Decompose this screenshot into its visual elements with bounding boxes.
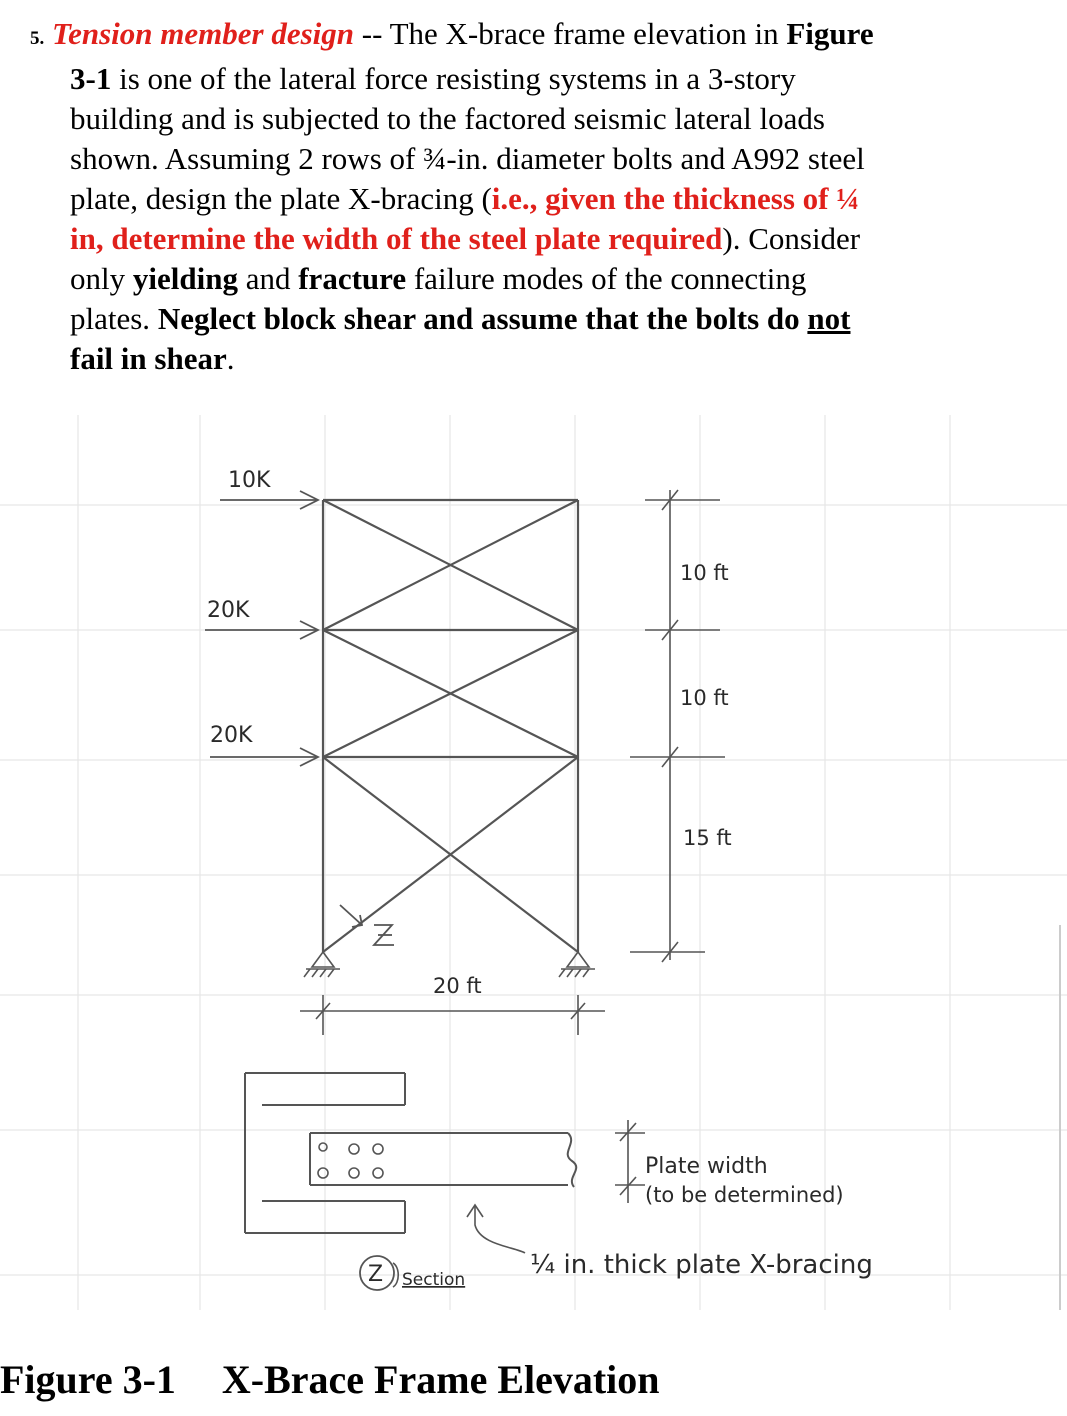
plate-leader xyxy=(467,1205,525,1253)
text-span: only xyxy=(70,261,133,296)
section-cut-mark xyxy=(340,905,394,945)
pin-support-right xyxy=(559,952,595,977)
bolt-hole xyxy=(373,1168,383,1178)
figure-ref: Figure xyxy=(786,16,874,51)
problem-line-7 xyxy=(30,259,1040,299)
load-label-roof: 10K xyxy=(228,468,271,493)
caption-label: Figure 3-1 xyxy=(0,1357,176,1402)
plate-width-label-2: (to be determined) xyxy=(645,1183,844,1207)
bay-dimension-line xyxy=(300,995,605,1035)
plate-thickness-note: ¼ in. thick plate X-bracing xyxy=(530,1250,873,1280)
pin-support-left xyxy=(304,952,340,977)
bolt-hole xyxy=(373,1144,383,1154)
bolt-hole xyxy=(318,1168,328,1178)
bolt-holes xyxy=(318,1143,383,1178)
problem-line-3: building and is subjected to the factored seismic lateral loads xyxy=(70,101,825,136)
frame-figure xyxy=(0,405,1067,1320)
text-span: -- The X-brace frame elevation in xyxy=(354,16,787,51)
text-span: and xyxy=(237,261,299,296)
bold-term: Neglect block shear and assume that the bolts do xyxy=(157,301,808,336)
plate-width-dimension xyxy=(615,1120,645,1203)
problem-line-9 xyxy=(30,339,1040,379)
text-span: failure modes of the connecting xyxy=(406,261,807,296)
underlined-term: not xyxy=(807,301,851,336)
problem-line-4: shown. Assuming 2 rows of ¾-in. diameter bolts and A992 steel xyxy=(70,141,865,176)
story-height-1: 15 ft xyxy=(683,826,732,850)
caption-title: X-Brace Frame Elevation xyxy=(221,1357,660,1402)
problem-line-5 xyxy=(30,179,1040,219)
problem-line-6 xyxy=(30,219,1040,259)
bolt-hole xyxy=(349,1168,359,1178)
grid-paper xyxy=(0,415,1067,1310)
problem-line-1 xyxy=(30,14,1040,59)
problem-statement xyxy=(30,14,1040,379)
story-height-3: 10 ft xyxy=(680,561,729,585)
bold-term: fail in shear xyxy=(70,341,227,376)
section-mark: Z xyxy=(368,1262,384,1287)
text-span: plate, design the plate X-bracing ( xyxy=(70,181,492,216)
section-label: Section xyxy=(402,1270,466,1290)
problem-title: Tension member design xyxy=(52,16,354,51)
problem-line-2 xyxy=(30,59,1040,99)
text-span: is one of the lateral force resisting systems in a 3-story xyxy=(111,61,796,96)
text-span: plates. xyxy=(70,301,158,336)
connection-detail xyxy=(245,1073,576,1233)
story-height-2: 10 ft xyxy=(680,686,729,710)
plate-width-label: Plate width xyxy=(645,1154,768,1179)
bold-term: yielding xyxy=(132,261,238,296)
red-emphasis: in, determine the width of the steel plate required xyxy=(70,221,723,256)
text-span: . xyxy=(226,341,235,376)
bolt-hole xyxy=(319,1143,327,1151)
figure-caption xyxy=(0,1356,660,1404)
text-span: ). Consider xyxy=(722,221,861,256)
problem-number: 5. xyxy=(30,28,45,49)
red-emphasis: i.e., given the thickness of ¼ xyxy=(491,181,860,216)
figure-ref-num: 3-1 xyxy=(70,61,112,96)
bolt-hole xyxy=(349,1144,359,1154)
bay-width-label: 20 ft xyxy=(433,974,482,998)
load-label-floor-3: 20K xyxy=(207,598,250,623)
load-label-floor-2: 20K xyxy=(210,723,253,748)
bold-term: fracture xyxy=(298,261,407,296)
problem-line-8 xyxy=(30,299,1040,339)
